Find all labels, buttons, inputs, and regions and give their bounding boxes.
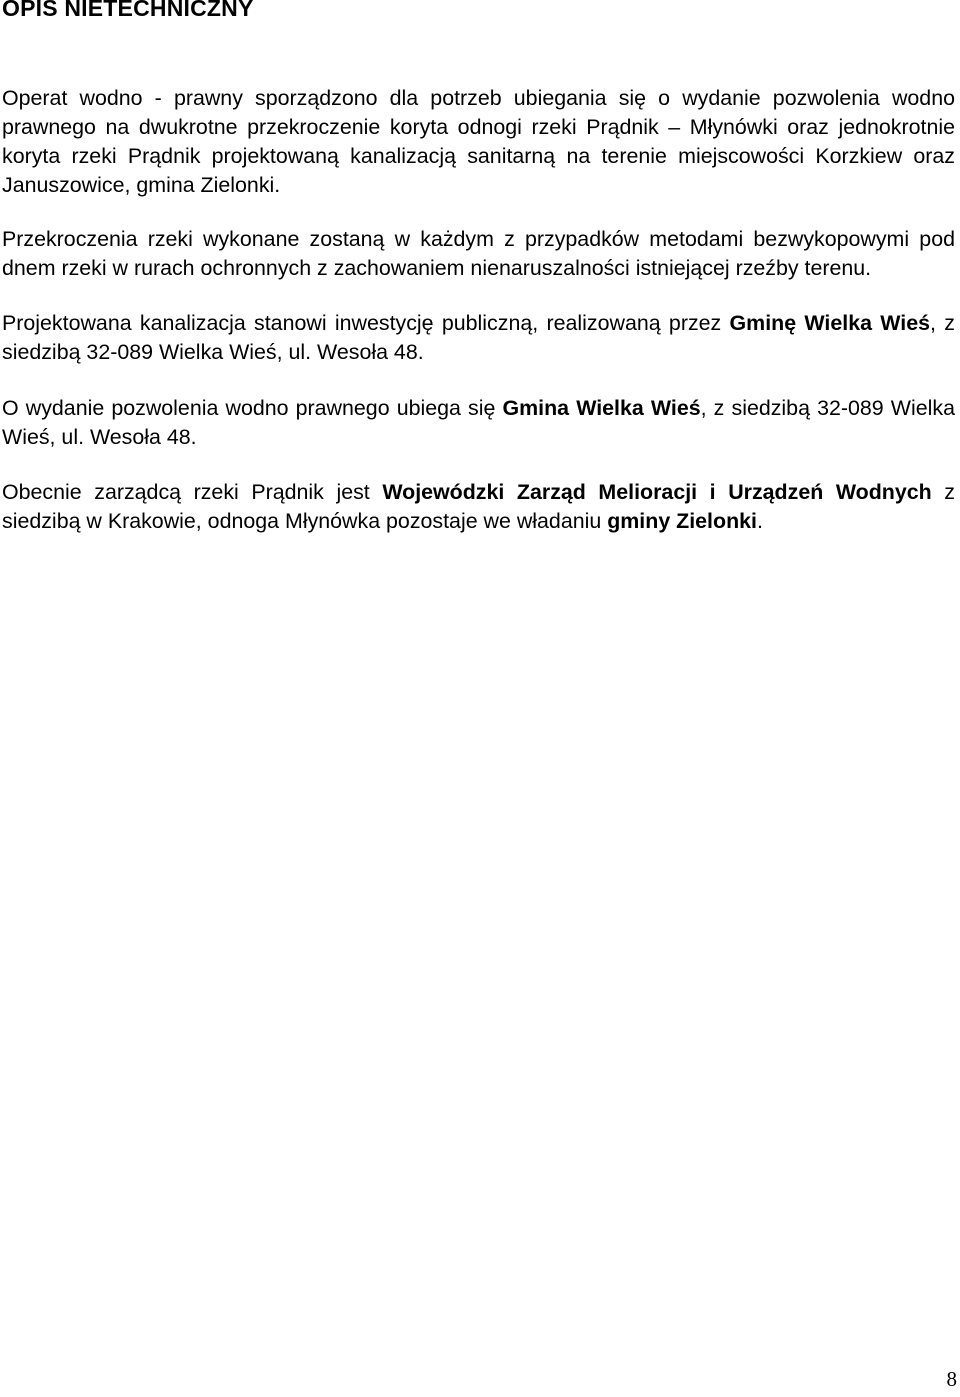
paragraph-text: Obecnie zarządcą rzeki Prądnik jest [2, 480, 383, 504]
paragraph-text: O wydanie pozwolenia wodno prawnego ubiega się [2, 396, 503, 420]
paragraph-text: z siedzibą w Krakowie, odnoga Młynówka pozostaje we władaniu [2, 480, 955, 533]
investor-name: Gminę Wielka Wieś [729, 311, 931, 335]
paragraph-text: Projektowana kanalizacja stanowi inwestycję publiczną, realizowaną przez [2, 311, 730, 335]
page-number: 8 [946, 1367, 957, 1391]
document-title: OPIS NIETECHNICZNY [2, 0, 254, 21]
paragraph-river-administrator [2, 478, 955, 536]
paragraph-operat-purpose [2, 84, 955, 200]
paragraph-text: , z siedzibą 32-089 Wielka Wieś, ul. Wesoła 48. [2, 311, 955, 364]
paragraph-text: Przekroczenia rzeki wykonane zostaną w każdym z przypadków metodami bezwykopowymi pod dnem rzeki w rurach ochronnych z zachowaniem nienaruszalności istniejącej rzeźby terenu. [2, 227, 955, 280]
owner-name: gminy Zielonki [607, 509, 757, 533]
administrator-name: Wojewódzki Zarząd Melioracji i Urządzeń Wodnych [382, 480, 932, 504]
applicant-name: Gmina Wielka Wieś [502, 396, 701, 420]
paragraph-text: , z siedzibą 32-089 Wielka Wieś, ul. Wesoła 48. [2, 396, 955, 449]
document-body [2, 84, 955, 562]
paragraph-crossing-method [2, 225, 955, 283]
paragraph-investor [2, 309, 955, 367]
paragraph-applicant [2, 394, 955, 452]
paragraph-text: . [756, 509, 763, 533]
paragraph-text: Operat wodno - prawny sporządzono dla potrzeb ubiegania się o wydanie pozwolenia wodno prawnego na dwukrotne przekroczenie koryta odnogi rzeki Prądnik – Młynówki oraz jednokrotnie koryta rzeki Prądnik projektowaną kanalizacją sanitarną na terenie miejscowości Korzkiew oraz Januszowice, gmina Zielonki. [2, 86, 955, 197]
